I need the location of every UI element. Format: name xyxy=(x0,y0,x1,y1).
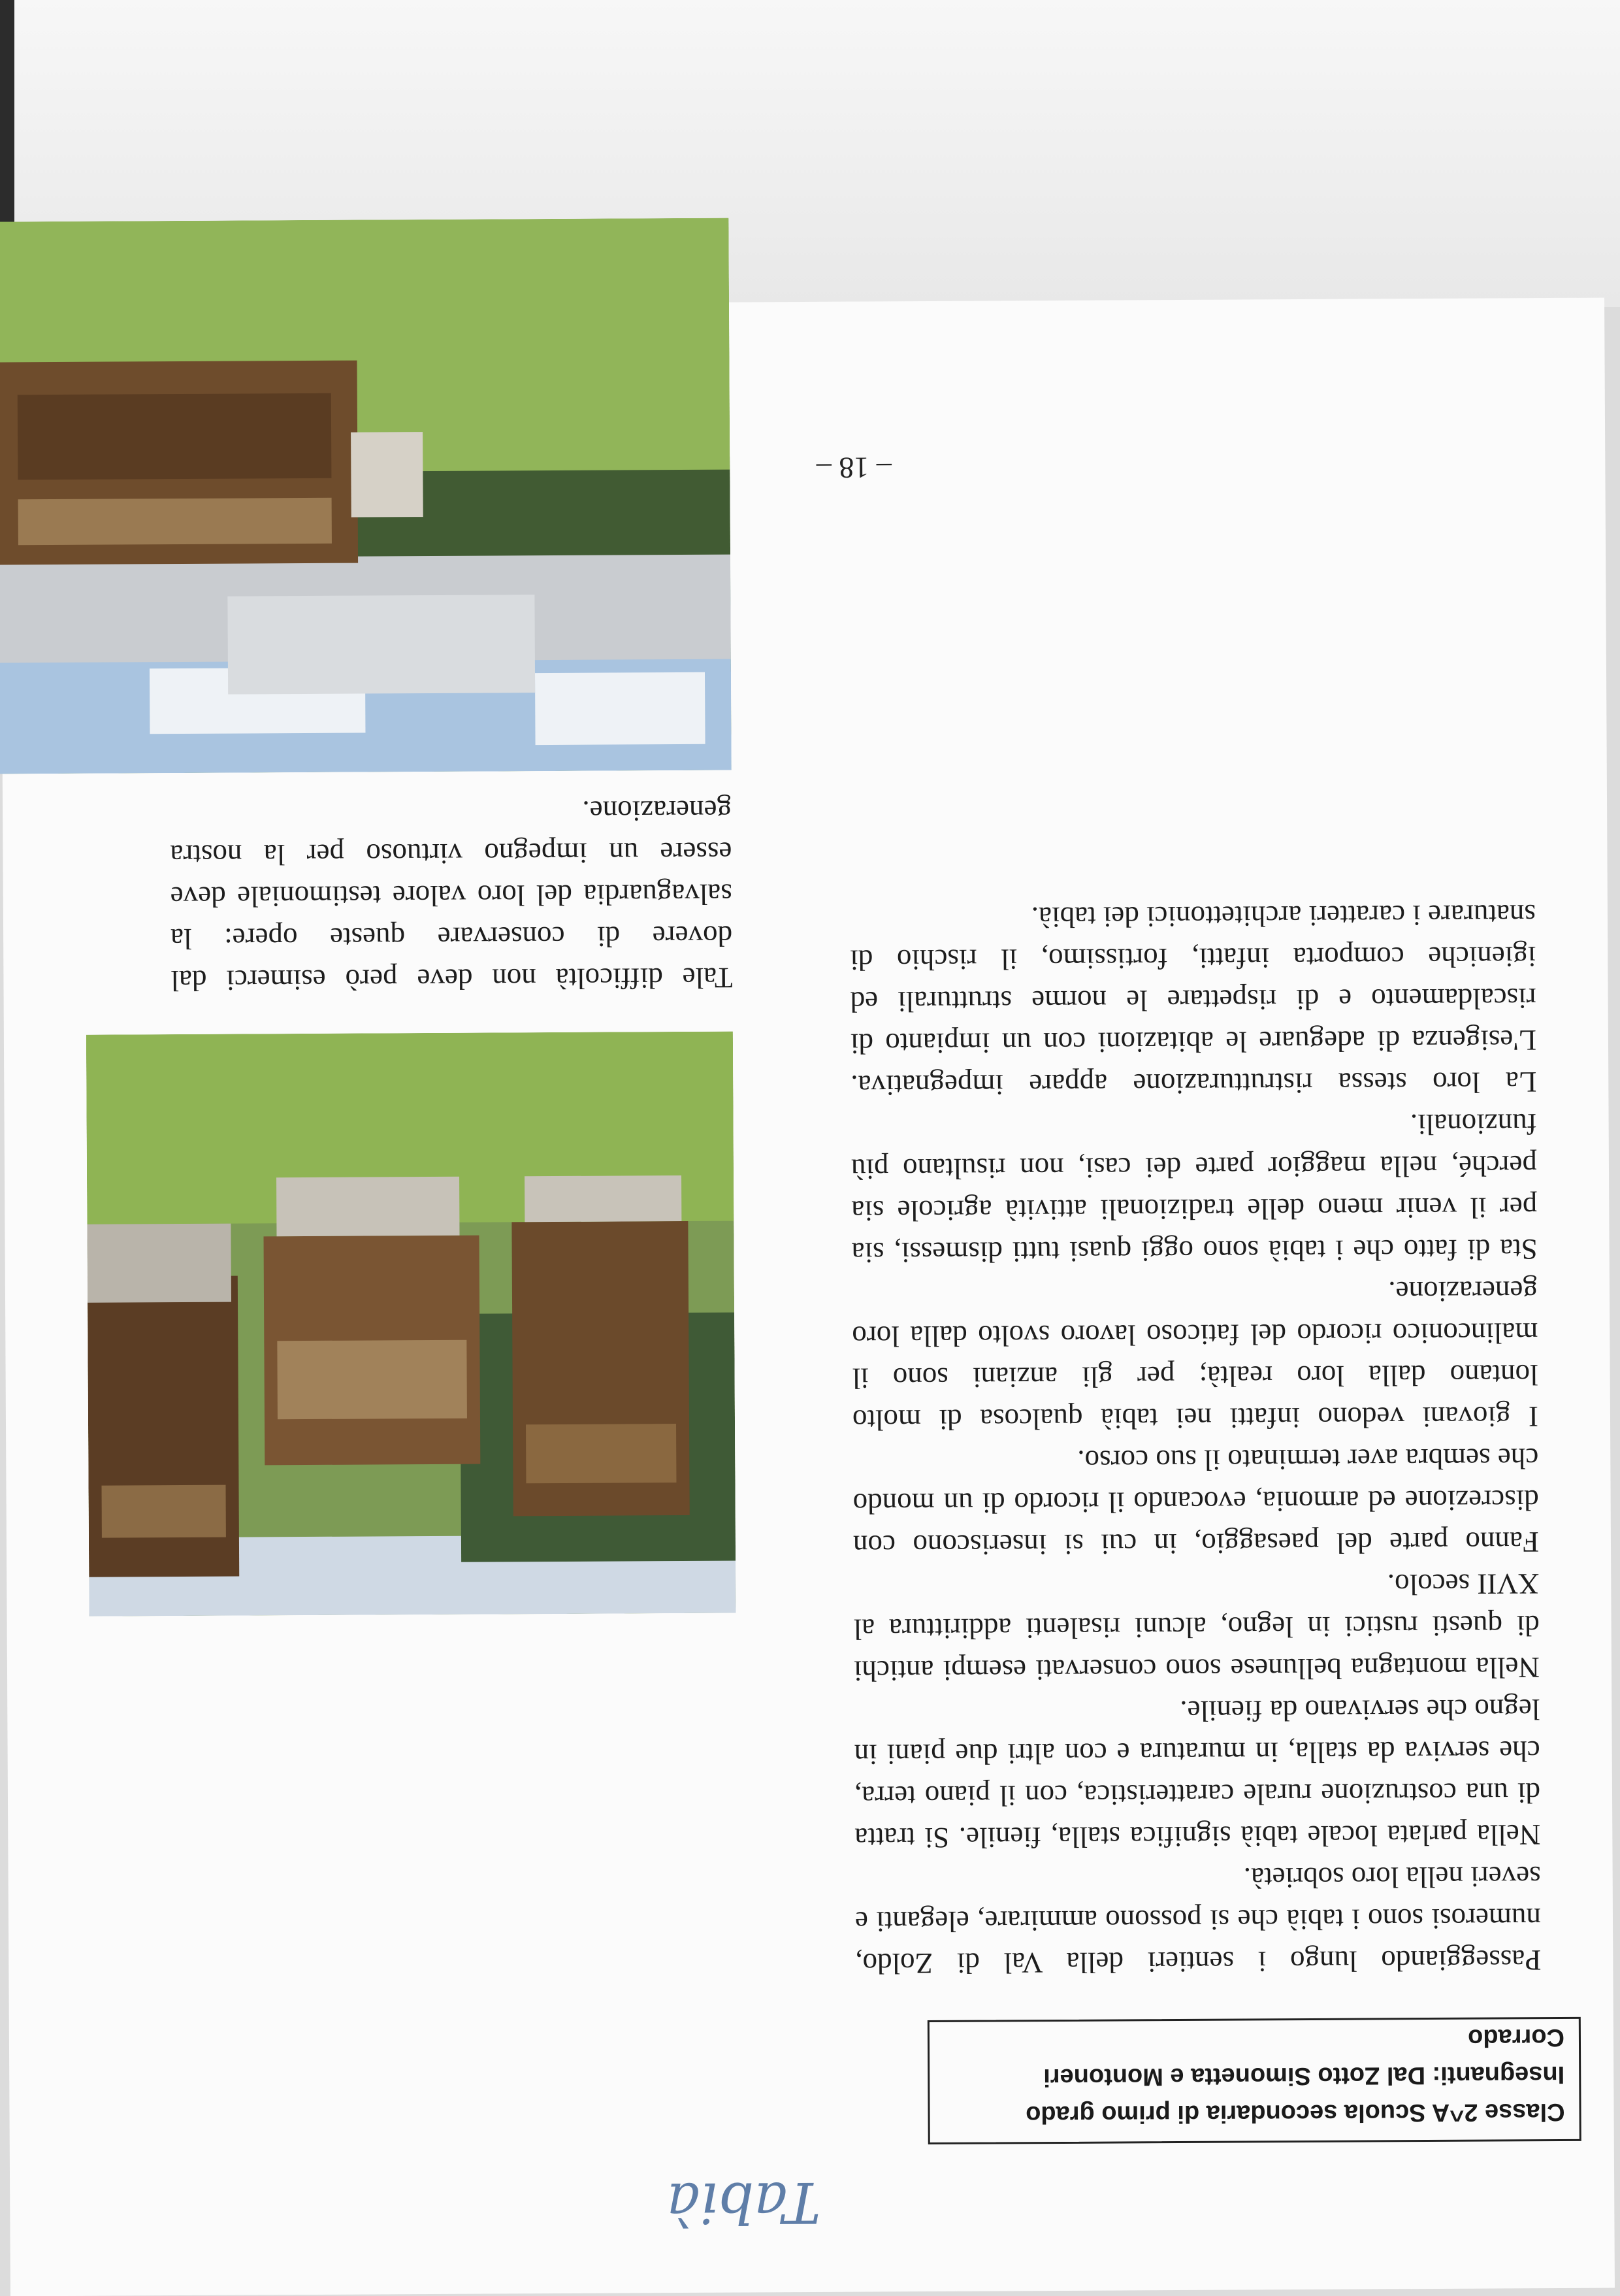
class-line: Classe 2^A Scuola secondaria di primo grado xyxy=(1026,2097,1565,2129)
paragraph: La loro stessa ristrutturazione appare impegnativa. L'esigenza di adeguare le abitazioni con un impianto di riscaldamento e di rispettare le norme strutturali ed igieniche comporta infatti, fortissimo, il rischio di snaturare i caratteri architettonici dei tabià. xyxy=(850,898,1537,1102)
paragraph: Nella montagna bellunese sono conservati esempi antichi di questi rustici in legno, alcuni risalenti addirittura al XVII secolo. xyxy=(853,1567,1540,1688)
teachers-line-cont: Corrado xyxy=(1468,2023,1565,2052)
paragraph: I giovani vedono infatti nei tabià qualcosa di molto lontano dalla loro realtà; per gli anziani sono il malinconico ricordo del faticoso lavoro svolto dalla loro generazione. xyxy=(852,1275,1539,1437)
right-text-column xyxy=(170,790,733,1002)
paragraph: Fanno parte del paesaggio, in cui si inseriscono con discrezione ed armonia, evocando il ricordo di un mondo che sembra aver terminato il suo corso. xyxy=(852,1442,1540,1562)
teachers-line: Insegnanti: Dal Zotto Simonetta e Montoneri xyxy=(1043,2060,1565,2091)
page-number: – 18 – xyxy=(816,451,892,485)
page-content xyxy=(0,298,1615,2296)
photo-barns-village xyxy=(86,1032,736,1616)
page-title: Tabià xyxy=(666,2169,821,2236)
paragraph: Sta di fatto che i tabià sono oggi quasi tutti dismessi, sia per il venir meno delle tradizionali attività agricole sia perché, nella maggior parte dei casi, non risultano più funzionali. xyxy=(850,1107,1538,1270)
paragraph: Tale difficoltà non deve però esimerci dal dovere di conservare queste opere: la salvaguardia del loro valore testimoniale deve essere un impegno virtuoso per la nostra generazione. xyxy=(170,794,733,998)
photo-barn-mountains xyxy=(0,218,732,774)
paragraph: Passeggiando lungo i sentieri della Val di Zoldo, numerosi sono i tabià che si possono ammirare, eleganti e severi nella loro sobrietà. xyxy=(854,1860,1542,1980)
paragraph: Nella parlata locale tabià significa stalla, fienile. Si tratta di una costruzione rurale caratteristica, con il piano terra, che serviva da stalla, in muratura e con altri due piani in legno che servivano da fienile. xyxy=(854,1693,1541,1855)
class-info-box xyxy=(928,2017,1581,2144)
scanned-page xyxy=(0,298,1615,2296)
left-text-column xyxy=(850,894,1542,1984)
